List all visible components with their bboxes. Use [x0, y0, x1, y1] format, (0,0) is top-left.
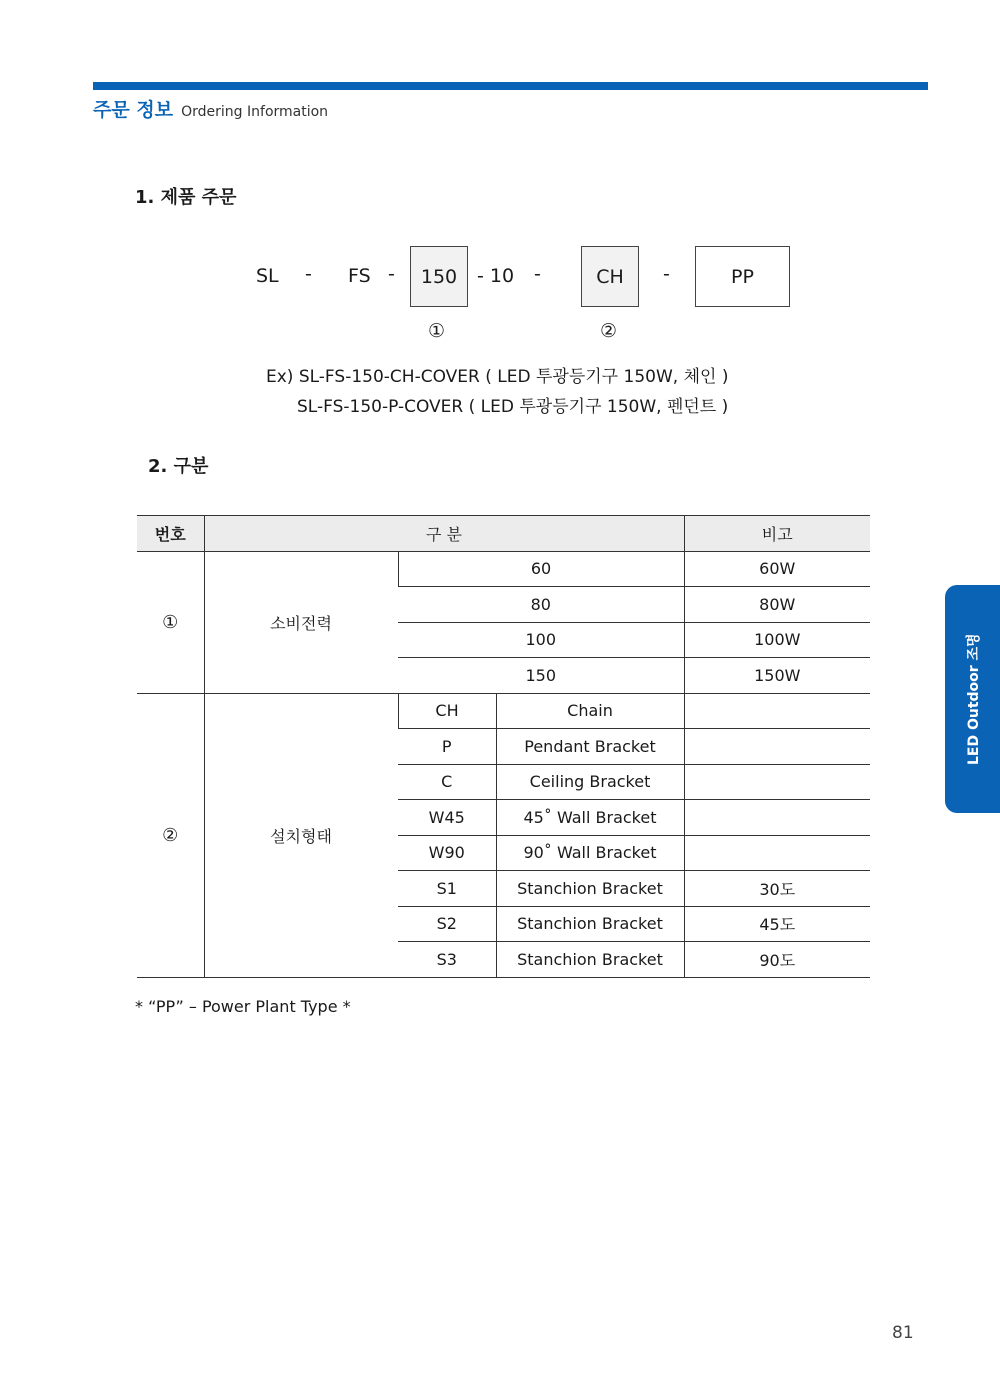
code-dash: -	[305, 263, 312, 285]
header-category: 구 분	[204, 516, 684, 552]
table-row	[137, 693, 870, 729]
code-box-wattage: 150	[410, 246, 468, 307]
note-cell	[684, 835, 870, 871]
note-cell: 80W	[684, 587, 870, 623]
note-cell	[684, 693, 870, 729]
table-row	[137, 551, 870, 587]
mount-code: W90	[398, 835, 496, 871]
mount-desc: 45˚ Wall Bracket	[496, 800, 684, 836]
mount-desc: Pendant Bracket	[496, 729, 684, 765]
note-cell	[684, 764, 870, 800]
header-title-korean: 주문 정보	[93, 99, 174, 121]
mount-desc: Chain	[496, 693, 684, 729]
top-accent-bar	[93, 82, 928, 90]
wattage-value: 80	[398, 587, 684, 623]
header-title-english: Ordering Information	[181, 104, 329, 120]
group-number: ①	[137, 551, 204, 693]
note-cell	[684, 800, 870, 836]
wattage-value: 100	[398, 622, 684, 658]
mount-code: S2	[398, 906, 496, 942]
note-cell: 60W	[684, 551, 870, 587]
section-title-classification: 2. 구분	[148, 456, 209, 477]
section-title-product-order: 1. 제품 주문	[135, 187, 237, 208]
classification-table	[137, 515, 870, 978]
wattage-value: 150	[398, 658, 684, 694]
note-cell: 100W	[684, 622, 870, 658]
group-name: 설치형태	[204, 693, 398, 977]
note-cell	[684, 729, 870, 765]
note-cell: 30도	[684, 871, 870, 907]
marker-1: ①	[428, 320, 446, 342]
mount-code: C	[398, 764, 496, 800]
code-part-sl: SL	[256, 265, 279, 287]
mount-code: S1	[398, 871, 496, 907]
mount-desc: Stanchion Bracket	[496, 942, 684, 978]
code-box-mount: CH	[581, 246, 639, 307]
group-name: 소비전력	[204, 551, 398, 693]
code-part-fs: FS	[348, 265, 371, 287]
page-header	[93, 95, 328, 122]
header-no: 번호	[137, 516, 204, 552]
page-number: 81	[892, 1323, 914, 1343]
note-cell: 45도	[684, 906, 870, 942]
example-line-2: SL-FS-150-P-COVER ( LED 투광등기구 150W, 펜던트 )	[297, 397, 729, 417]
note-cell: 90도	[684, 942, 870, 978]
note-cell: 150W	[684, 658, 870, 694]
code-dash: -	[663, 263, 670, 285]
code-dash: -	[534, 263, 541, 285]
table-header-row	[137, 516, 870, 552]
mount-desc: 90˚ Wall Bracket	[496, 835, 684, 871]
mount-desc: Stanchion Bracket	[496, 871, 684, 907]
mount-code: CH	[398, 693, 496, 729]
footnote: * “PP” – Power Plant Type *	[135, 997, 351, 1016]
example-line-1: Ex) SL-FS-150-CH-COVER ( LED 투광등기구 150W, 체인 )	[266, 367, 729, 387]
side-chapter-tab-label: LED Outdoor 조명	[966, 633, 982, 765]
header-note: 비고	[684, 516, 870, 552]
group-number: ②	[137, 693, 204, 977]
mount-code: S3	[398, 942, 496, 978]
code-part-10: - 10	[477, 265, 515, 287]
mount-desc: Stanchion Bracket	[496, 906, 684, 942]
mount-code: P	[398, 729, 496, 765]
marker-2: ②	[600, 320, 618, 342]
mount-desc: Ceiling Bracket	[496, 764, 684, 800]
wattage-value: 60	[398, 551, 684, 587]
code-dash: -	[388, 263, 395, 285]
code-box-pp: PP	[695, 246, 790, 307]
mount-code: W45	[398, 800, 496, 836]
